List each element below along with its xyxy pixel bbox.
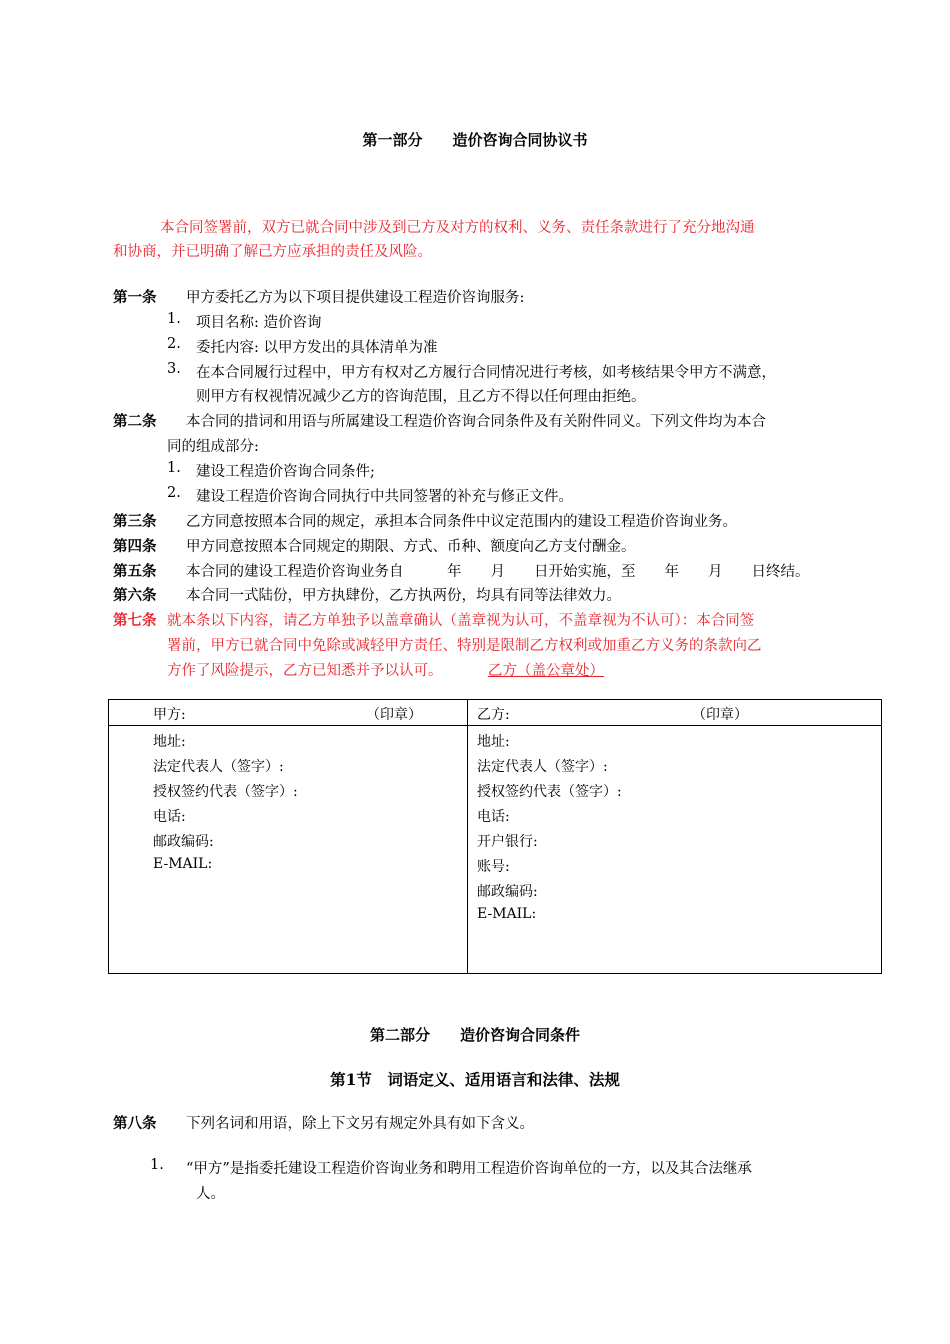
- party-b-field-auth-rep: 授权签约代表（签字）:: [477, 784, 622, 800]
- art2-item1-text: 建设工程造价咨询合同条件;: [196, 464, 375, 480]
- preamble-line2: 和协商，并已明确了解己方应承担的责任及风险。: [113, 244, 432, 260]
- art3-label: 第三条: [113, 513, 157, 530]
- art1-item1-text: 项目名称: 造价咨询: [196, 315, 322, 331]
- table-divider: [467, 700, 468, 973]
- party-b-field-account: 账号:: [477, 859, 510, 875]
- art7-label: 第七条: [113, 612, 157, 629]
- art1-item1-num: 1.: [167, 311, 181, 327]
- part1-title: 第一部分 造价咨询合同协议书: [362, 131, 588, 149]
- art7-line2: 署前，甲方已就合同中免除或减轻甲方责任、特别是限制乙方权利或加重乙方义务的条款向乙: [167, 638, 762, 654]
- art8-label: 第八条: [113, 1115, 157, 1132]
- party-b-title: 乙方:: [477, 707, 510, 723]
- party-b-seal: （印章）: [692, 707, 748, 723]
- art6-text: 本合同一式陆份，甲方执肆份，乙方执两份，均具有同等法律效力。: [186, 588, 621, 604]
- preamble-line1: 本合同签署前，双方已就合同中涉及到己方及对方的权利、义务、责任条款进行了充分地沟通: [160, 220, 755, 236]
- art1-item3-num: 3.: [167, 361, 181, 377]
- party-a-seal: （印章）: [366, 707, 422, 723]
- art7-line3: 方作了风险提示，乙方已知悉并予以认可。: [167, 663, 443, 679]
- party-a-title: 甲方:: [153, 707, 186, 723]
- art1-text: 甲方委托乙方为以下项目提供建设工程造价咨询服务:: [186, 290, 525, 306]
- party-b-field-email: E-MAIL:: [477, 906, 537, 922]
- party-b-field-legal-rep: 法定代表人（签字）:: [477, 759, 608, 775]
- section1-title: 第1节 词语定义、适用语言和法律、法规: [330, 1070, 620, 1089]
- party-b-field-phone: 电话:: [477, 809, 510, 825]
- art5-label: 第五条: [113, 563, 157, 580]
- def1-num: 1.: [150, 1157, 164, 1173]
- art3-text: 乙方同意按照本合同的规定，承担本合同条件中议定范围内的建设工程造价咨询业务。: [186, 514, 737, 530]
- party-a-field-email: E-MAIL:: [153, 856, 213, 872]
- art1-item3-text: 在本合同履行过程中，甲方有权对乙方履行合同情况进行考核，如考核结果令甲方不满意，: [196, 365, 776, 381]
- art8-text: 下列名词和用语，除上下文另有规定外具有如下含义。: [186, 1116, 534, 1132]
- party-a-field-phone: 电话:: [153, 809, 186, 825]
- party-a-field-address: 地址:: [153, 734, 186, 750]
- art7-line1: 就本条以下内容，请乙方单独予以盖章确认（盖章视为认可，不盖章视为不认可）：本合同签: [167, 613, 755, 629]
- party-b-field-postcode: 邮政编码:: [477, 884, 538, 900]
- party-a-field-postcode: 邮政编码:: [153, 834, 214, 850]
- party-b-field-address: 地址:: [477, 734, 510, 750]
- art6-label: 第六条: [113, 587, 157, 604]
- art2-text: 本合同的措词和用语与所属建设工程造价咨询合同条件及有关附件同义。下列文件均为本合: [186, 414, 766, 430]
- part2-title: 第二部分 造价咨询合同条件: [369, 1026, 580, 1044]
- art5-text: 本合同的建设工程造价咨询业务自 年 月 日开始实施，至 年 月 日终结。: [186, 564, 810, 580]
- art2-item2-text: 建设工程造价咨询合同执行中共同签署的补充与修正文件。: [196, 489, 573, 505]
- art4-label: 第四条: [113, 538, 157, 555]
- art2-cont: 同的组成部分:: [167, 439, 259, 455]
- signature-table: [108, 699, 882, 974]
- party-a-field-auth-rep: 授权签约代表（签字）:: [153, 784, 298, 800]
- art1-item2-num: 2.: [167, 336, 181, 352]
- art1-label: 第一条: [113, 289, 157, 306]
- art1-item3-cont: 则甲方有权视情况减少乙方的咨询范围，且乙方不得以任何理由拒绝。: [196, 389, 646, 405]
- art2-label: 第二条: [113, 413, 157, 430]
- party-a-field-legal-rep: 法定代表人（签字）:: [153, 759, 284, 775]
- art7-stamp: 乙方（盖公章处）: [488, 663, 604, 679]
- def1-line1: “甲方”是指委托建设工程造价咨询业务和聘用工程造价咨询单位的一方，以及其合法继承: [186, 1161, 752, 1177]
- art2-item2-num: 2.: [167, 485, 181, 501]
- party-b-field-bank: 开户银行:: [477, 834, 538, 850]
- art2-item1-num: 1.: [167, 460, 181, 476]
- def1-line2: 人。: [196, 1186, 225, 1202]
- table-header-line: [109, 725, 881, 726]
- art4-text: 甲方同意按照本合同规定的期限、方式、币种、额度向乙方支付酬金。: [186, 539, 636, 555]
- art1-item2-text: 委托内容: 以甲方发出的具体清单为准: [196, 340, 438, 356]
